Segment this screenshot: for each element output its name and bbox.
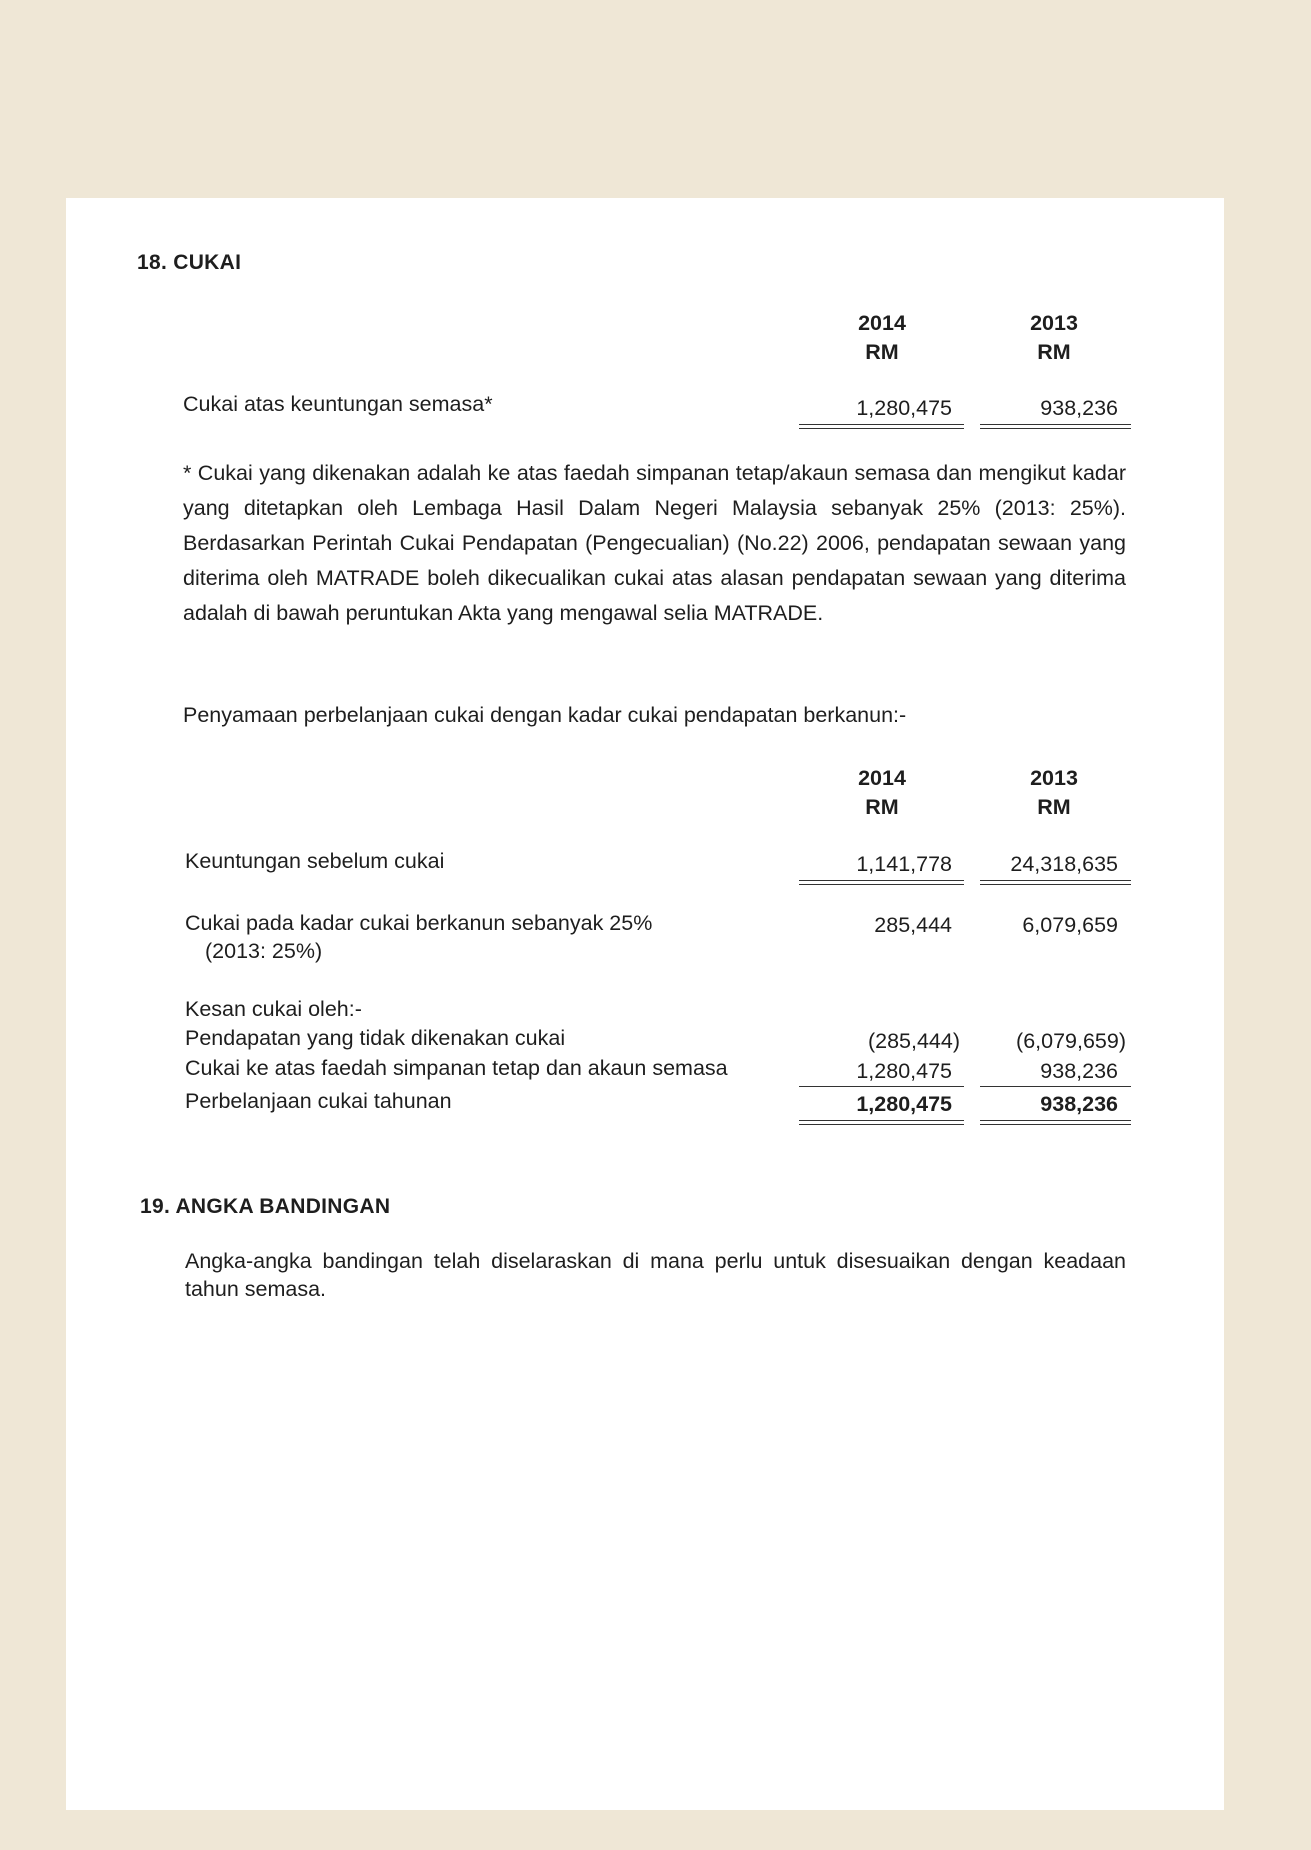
table2-row-2014: 1,141,778	[856, 852, 952, 876]
table2-row-label: Cukai ke atas faedah simpanan tetap dan akaun semasa	[185, 1056, 728, 1080]
table1-row-2014: 1,280,475	[856, 396, 952, 420]
table2-row-label-cont: (2013: 25%)	[205, 939, 323, 963]
table2-row-2014: 1,280,475	[856, 1059, 952, 1083]
table2-row-label: Keuntungan sebelum cukai	[185, 849, 445, 873]
table2-total-2013: 938,236	[1040, 1092, 1118, 1116]
double-underline	[799, 1120, 964, 1125]
document-page	[66, 198, 1224, 1810]
section-18-heading: 18. CUKAI	[137, 251, 242, 274]
tax-note-paragraph: * Cukai yang dikenakan adalah ke atas faedah simpanan tetap/akaun semasa dan mengikut kadar yang ditetapkan oleh Lembaga Hasil Dalam Negeri Malaysia sebanyak 25% (2013: 25%). Berdasarkan Perintah Cukai Pendapatan (Pengecualian) (No.22) 2006, pendapatan sewaan yang diterima oleh MATRADE boleh dikecualikan cukai atas alasan pendapatan sewaan yang diterima adalah di bawah peruntukan Akta yang mengawal selia MATRADE.	[183, 461, 1126, 625]
table2-row-label: Pendapatan yang tidak dikenakan cukai	[185, 1026, 566, 1050]
table2-subheading: Kesan cukai oleh:-	[185, 997, 362, 1021]
double-underline	[980, 880, 1131, 885]
table1-row-label: Cukai atas keuntungan semasa*	[183, 392, 493, 416]
table2-row-2013: (6,079,659)	[1016, 1029, 1126, 1053]
table2-total-2014: 1,280,475	[856, 1092, 952, 1116]
table1-col-2014-year: 2014	[858, 311, 906, 335]
single-underline	[980, 1086, 1131, 1087]
double-underline	[799, 880, 964, 885]
double-underline	[799, 424, 964, 429]
single-underline	[799, 1086, 964, 1087]
table2-col-2014-year: 2014	[858, 766, 906, 790]
table1-col-2013-unit: RM	[1037, 340, 1071, 364]
table1-col-2014-unit: RM	[865, 340, 899, 364]
table1-col-2013-year: 2013	[1030, 311, 1078, 335]
table2-row-2013: 938,236	[1040, 1059, 1118, 1083]
table2-row-2013: 6,079,659	[1022, 913, 1118, 937]
table2-total-label: Perbelanjaan cukai tahunan	[185, 1089, 452, 1113]
table2-row-label: Cukai pada kadar cukai berkanun sebanyak 25%	[185, 911, 653, 935]
double-underline	[980, 1120, 1131, 1125]
section-19-text: Angka-angka bandingan telah diselaraskan di mana perlu untuk disesuaikan dengan keadaan tahun semasa.	[185, 1249, 1126, 1301]
section-19-heading: 19. ANGKA BANDINGAN	[140, 1195, 391, 1218]
table2-col-2013-year: 2013	[1030, 766, 1078, 790]
reconciliation-intro: Penyamaan perbelanjaan cukai dengan kadar cukai pendapatan berkanun:-	[183, 703, 907, 727]
table2-row-2014: (285,444)	[867, 1029, 960, 1053]
table2-row-2014: 285,444	[874, 913, 952, 937]
double-underline	[980, 424, 1131, 429]
table2-col-2013-unit: RM	[1037, 795, 1071, 819]
table1-row-2013: 938,236	[1040, 396, 1118, 420]
table2-col-2014-unit: RM	[865, 795, 899, 819]
table2-row-2013: 24,318,635	[1010, 852, 1118, 876]
